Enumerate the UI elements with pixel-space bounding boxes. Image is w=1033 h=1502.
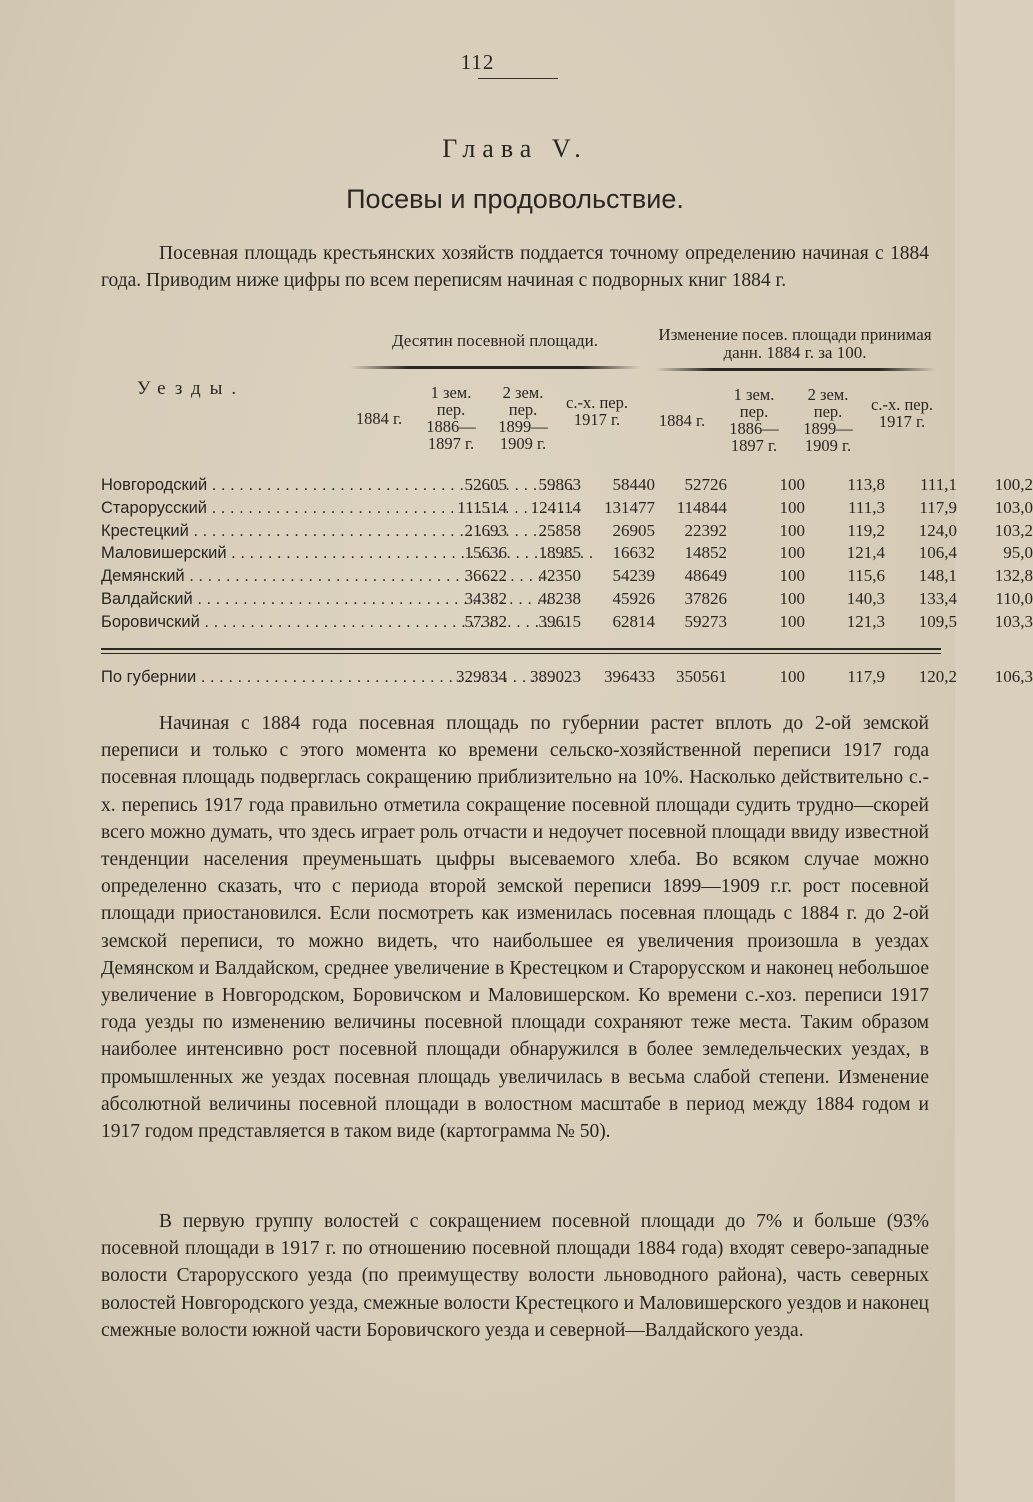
table-cell: 45926: [612, 589, 655, 608]
table-cell: 54239: [612, 566, 655, 586]
col-header-4: с.-х. пер. 1917 г.: [566, 393, 628, 429]
table-cell: 100,2: [994, 475, 1033, 494]
table-cell: 115,6: [847, 566, 885, 586]
group2-rule: [655, 368, 935, 371]
table-row: [101, 565, 1033, 587]
table-cell: 48649: [684, 566, 727, 586]
col-header-6: 1 зем. пер. 1886— 1897 г.: [729, 385, 779, 455]
total-cell: 329834: [456, 667, 507, 686]
table-cell: 100: [779, 497, 805, 517]
row-name: Маловишерский . . .: [101, 542, 337, 564]
page-number: 112: [460, 50, 495, 74]
table-cell: 100: [779, 520, 805, 540]
total-cell: 350561: [676, 667, 727, 686]
total-cell: 100: [779, 667, 805, 686]
table-cell: 109,5: [918, 611, 957, 631]
table-cell: 148,1: [918, 566, 957, 586]
table-cell: 100: [779, 589, 805, 608]
total-cell: 389023: [530, 667, 581, 686]
table-cell: 25858: [538, 520, 581, 540]
table-cell: 119,2: [847, 520, 885, 540]
table-cell: 117,9: [919, 497, 957, 517]
total-cell: 117,9: [847, 667, 885, 686]
group1-header: Десятин посевной площади.: [391, 331, 599, 350]
table-cell: 15636: [464, 543, 507, 563]
table-cell: 100: [779, 475, 805, 494]
chapter-heading: Глава V.: [442, 134, 588, 163]
table-cell: 106,4: [918, 543, 957, 563]
group2-header: Изменение посев. площади принимая данн. 1884 г. за 100.: [658, 325, 932, 362]
table-cell: 59273: [684, 611, 727, 631]
table-cell: 57382: [464, 611, 507, 631]
row-name: Старорусский . . .: [101, 497, 337, 519]
row-name: Демянский . . .: [101, 565, 337, 587]
table-cell: 111,1: [920, 475, 957, 494]
section-title: Посевы и продовольствие.: [346, 184, 684, 214]
col-header-5: 1884 г.: [658, 411, 706, 430]
table-cell: 121,3: [846, 611, 885, 631]
table-cell: 36622: [464, 566, 507, 586]
col-header-2: 1 зем. пер. 1886— 1897 г.: [426, 383, 476, 453]
row-name: Новгородский . . .: [101, 474, 337, 496]
row-name: Боровичский . . .: [101, 611, 337, 633]
table-cell: 113,8: [847, 475, 885, 494]
col-header-3: 2 зем. пер. 1899— 1909 г.: [498, 383, 548, 453]
col-header-8: с.-х. пер. 1917 г.: [871, 395, 933, 431]
table-row: [101, 542, 1033, 564]
table-cell: 37826: [684, 589, 727, 608]
total-cell: 120,2: [918, 667, 957, 686]
table-cell: 52726: [684, 475, 727, 494]
table-row: [101, 588, 1033, 610]
table-cell: 124,0: [918, 520, 957, 540]
table-cell: 16632: [612, 543, 655, 563]
table-row: [101, 474, 1033, 496]
table-cell: 100: [779, 543, 805, 563]
stub-header: Уезды.: [137, 378, 246, 399]
table-cell: 114844: [676, 497, 727, 517]
table-cell: 111,3: [848, 497, 885, 517]
row-name: Валдайский . . .: [101, 588, 337, 610]
table-row-total: [101, 666, 1033, 688]
table-cell: 59863: [538, 475, 581, 494]
total-cell: 106,3: [994, 667, 1033, 686]
table-row: [101, 497, 1033, 519]
table-row: [101, 611, 1033, 633]
table-cell: 121,4: [846, 543, 885, 563]
table-cell: 103,0: [994, 497, 1033, 517]
table-cell: 18985: [538, 543, 581, 563]
table-cell: 100: [779, 611, 805, 631]
table-cell: 39615: [538, 611, 581, 631]
total-rule-top: [101, 648, 941, 650]
total-rule-bottom: [101, 653, 941, 654]
table-cell: 132,8: [994, 566, 1033, 586]
table-cell: 124114: [530, 497, 581, 517]
table-cell: 58440: [612, 475, 655, 494]
total-name: По губернии . . .: [101, 666, 337, 688]
table-cell: 110,0: [995, 589, 1033, 608]
table-cell: 14852: [684, 543, 727, 563]
table-cell: 62814: [612, 611, 655, 631]
table-cell: 131477: [604, 497, 655, 517]
table-cell: 111514: [457, 497, 507, 517]
table-cell: 103,2: [994, 520, 1033, 540]
col-header-1: 1884 г.: [355, 409, 403, 428]
table-cell: 22392: [684, 520, 727, 540]
table-cell: 95,0: [1003, 543, 1033, 563]
body-paragraph-1: Начиная с 1884 года посевная площадь по губернии растет вплоть до 2-ой земской переписи и только с этого момента ко времени сельско-хозяйственной переписи 1917 года посевная площадь подверглась сокращению приблизительно на 10%. Насколько действительно с.-х. перепись 1917 года правильно отметила сокращение посевной площади судить трудно—скорей всего можно думать, что здесь играет роль отчасти и недоучет посевной площади ввиду известной тенденции населения преуменьшать цыфры высеваемого хлеба. Во всяком случае можно определенно сказать, что с периода второй земской переписи 1899—1909 г.г. рост посевной площади приостановился. Если посмотреть как изменилась посевная площадь с 1884 г. до 2-ой земской переписи, то можно видеть, что наибольшее ея увеличения произошла в уездах Демянском и Валдайском, среднее увеличение в Крестецком и Старорусском и наконец небольшое увеличение в Новгородском, Боровичском и Маловишерском. Ко времени с.-хоз. переписи 1917 года уезды по изменению величины посевной площади сохраняют теже места. Таким образом наиболее интенсивно рост посевной площади обнаружился в более земледельческих уездах, в промышленных же уездах посевная площадь увеличилась в весьма слабой степени. Изменение абсолютной величины посевной площади в волостном масштабе в период между 1884 годом и 1917 годом представляется в таком виде (картограмма № 50).: [101, 713, 929, 1143]
body-paragraph-2: В первую группу волостей с сокращением посевной площади до 7% и больше (93% посевной площади в 1917 г. по отношению посевной площади 1884 года) входят северо-западные волости Старорусского уезда (по преимуществу волости льноводного района), часть северных волостей Новгородского уезда, смежные волости Крестецкого и Маловишерского уездов и наконец смежные волости южной части Боровичского уезда и северной—Валдайского уезда.: [101, 1211, 929, 1341]
table-cell: 52605: [464, 475, 507, 494]
table-cell: 21693: [464, 520, 507, 540]
total-cell: 396433: [604, 667, 655, 686]
table-cell: 26905: [612, 520, 655, 540]
row-name: Крестецкий . . .: [101, 520, 337, 542]
table-cell: 103,3: [994, 611, 1033, 631]
intro-paragraph: Посевная площадь крестьянских хозяйств поддается точному определению начиная с 1884 года. Приводим ниже цифры по всем переписям начиная с подворных книг 1884 г.: [101, 243, 929, 292]
table-cell: 42350: [538, 566, 581, 586]
table-row: [101, 520, 1033, 542]
table-cell: 140,3: [846, 589, 885, 608]
col-header-7: 2 зем. пер. 1899— 1909 г.: [803, 385, 853, 455]
table-cell: 48238: [538, 589, 581, 608]
table-cell: 100: [779, 566, 805, 586]
table-cell: 133,4: [918, 589, 957, 608]
group1-rule: [350, 366, 640, 369]
table-cell: 34382: [464, 589, 507, 608]
page-number-rule: [478, 78, 558, 79]
